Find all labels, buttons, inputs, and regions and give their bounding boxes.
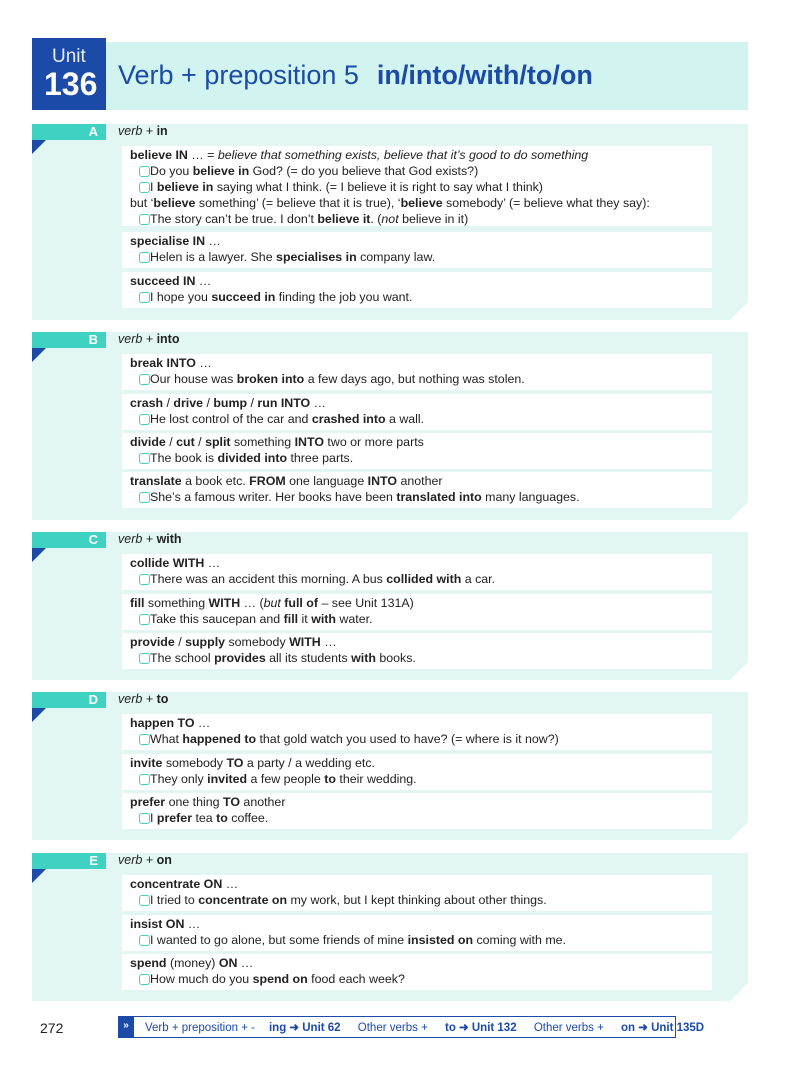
bullet-icon (139, 614, 150, 625)
entry-definition: translate a book etc. FROM one language INTO another (130, 474, 443, 488)
example-sentence: He lost control of the car and crashed into a wall. (150, 412, 425, 426)
example-sentence: What happened to that gold watch you used to have? (= where is it now?) (150, 732, 559, 746)
entry-break (122, 354, 712, 390)
section-letter: A (32, 124, 106, 140)
entry-happen (122, 714, 712, 750)
entry-definition: concentrate ON … (130, 877, 239, 891)
bullet-icon (139, 453, 150, 464)
bullet-icon (139, 653, 150, 664)
section-letter: D (32, 692, 106, 708)
entry-definition: crash / drive / bump / run INTO … (130, 396, 327, 410)
unit-number: 136 (44, 66, 98, 102)
section-heading: verb + in (118, 124, 168, 138)
bullet-icon (139, 166, 150, 177)
title-main: Verb + preposition 5 (118, 60, 359, 90)
example-sentence: The book is divided into three parts. (150, 451, 354, 465)
section-c (32, 532, 748, 680)
section-heading: verb + into (118, 332, 180, 346)
bullet-icon (139, 813, 150, 824)
section-a (32, 124, 748, 320)
corner-marker (32, 708, 46, 722)
title-bar (106, 42, 748, 110)
example-sentence: She’s a famous writer. Her books have been translated into many languages. (150, 490, 580, 504)
section-b (32, 332, 748, 520)
entry-definition: collide WITH … (130, 556, 221, 570)
bullet-icon (139, 734, 150, 745)
cross-ref-link[interactable]: Other verbs + to ➜ Unit 132 (357, 1022, 517, 1034)
example-sentence: Do you believe in God? (= do you believe that God exists?) (150, 164, 479, 178)
entry-translate (122, 472, 712, 508)
bullet-icon (139, 182, 150, 193)
entry-definition: fill something WITH … (but full of – see Unit 131A) (130, 596, 414, 610)
section-heading: verb + with (118, 532, 182, 546)
section-letter: C (32, 532, 106, 548)
bullet-icon (139, 252, 150, 263)
entry-definition: divide / cut / split something INTO two or more parts (130, 435, 424, 449)
cross-reference-bar (118, 1016, 705, 1038)
example-sentence: There was an accident this morning. A bus collided with a car. (150, 572, 496, 586)
example-sentence: I tried to concentrate on my work, but I kept thinking about other things. (150, 893, 547, 907)
example-sentence: I prefer tea to coffee. (150, 811, 269, 825)
cross-ref-link[interactable]: Verb + preposition + - ing ➜ Unit 62 (145, 1022, 341, 1034)
double-chevron-icon: » (118, 1016, 134, 1038)
entry-definition: provide / supply somebody WITH … (130, 635, 337, 649)
bullet-icon (139, 414, 150, 425)
entry-definition: happen TO … (130, 716, 211, 730)
bullet-icon (139, 774, 150, 785)
entry-concentrate (122, 875, 712, 911)
entry-invite (122, 754, 712, 790)
bullet-icon (139, 935, 150, 946)
example-sentence: The school provides all its students with books. (150, 651, 416, 665)
corner-marker (32, 348, 46, 362)
section-letter: B (32, 332, 106, 348)
page-number: 272 (40, 1020, 64, 1036)
entry-divide (122, 433, 712, 469)
entry-succeed (122, 272, 712, 308)
entry-believe (122, 146, 712, 226)
bullet-icon (139, 214, 150, 225)
section-e (32, 853, 748, 1001)
section-d (32, 692, 748, 840)
page-title (118, 60, 593, 91)
entry-definition: insist ON … (130, 917, 201, 931)
title-prepositions: in/into/with/to/on (376, 60, 593, 90)
unit-badge (32, 38, 106, 110)
entry-definition: believe IN … = believe that something exists, believe that it’s good to do something (130, 148, 589, 162)
example-sentence: The story can’t be true. I don’t believe it. (not believe in it) (150, 212, 469, 226)
section-heading: verb + to (118, 692, 169, 706)
entry-definition: invite somebody TO a party / a wedding etc. (130, 756, 375, 770)
corner-marker (32, 548, 46, 562)
entry-provide (122, 633, 712, 669)
bullet-icon (139, 374, 150, 385)
example-sentence: How much do you spend on food each week? (150, 972, 405, 986)
entry-spend (122, 954, 712, 990)
bullet-icon (139, 895, 150, 906)
example-sentence: They only invited a few people to their wedding. (150, 772, 417, 786)
corner-marker (32, 869, 46, 883)
entry-insist (122, 915, 712, 951)
entry-definition: spend (money) ON … (130, 956, 254, 970)
entry-definition: prefer one thing TO another (130, 795, 286, 809)
example-sentence: Helen is a lawyer. She specialises in company law. (150, 250, 436, 264)
entry-definition: succeed IN … (130, 274, 212, 288)
cross-reference-links (145, 1020, 718, 1034)
bullet-icon (139, 574, 150, 585)
note-line: but ‘believe something’ (= believe that it is true), ‘believe somebody’ (= believe what they say): (130, 196, 650, 210)
example-sentence: Our house was broken into a few days ago, but nothing was stolen. (150, 372, 525, 386)
entry-crash (122, 394, 712, 430)
example-sentence: I wanted to go alone, but some friends of mine insisted on coming with me. (150, 933, 566, 947)
cross-ref-link[interactable]: Other verbs + on ➜ Unit 135D (533, 1022, 705, 1034)
bullet-icon (139, 974, 150, 985)
example-sentence: I hope you succeed in finding the job you want. (150, 290, 413, 304)
entry-definition: break INTO … (130, 356, 212, 370)
entry-prefer (122, 793, 712, 829)
example-sentence: I believe in saying what I think. (= I believe it is right to say what I think) (150, 180, 543, 194)
entry-definition: specialise IN … (130, 234, 221, 248)
section-heading: verb + on (118, 853, 172, 867)
bullet-icon (139, 492, 150, 503)
example-sentence: Take this saucepan and fill it with water. (150, 612, 373, 626)
entry-fill (122, 594, 712, 630)
entry-collide (122, 554, 712, 590)
entry-specialise (122, 232, 712, 268)
unit-label: Unit (52, 46, 86, 67)
section-letter: E (32, 853, 106, 869)
bullet-icon (139, 292, 150, 303)
corner-marker (32, 140, 46, 154)
